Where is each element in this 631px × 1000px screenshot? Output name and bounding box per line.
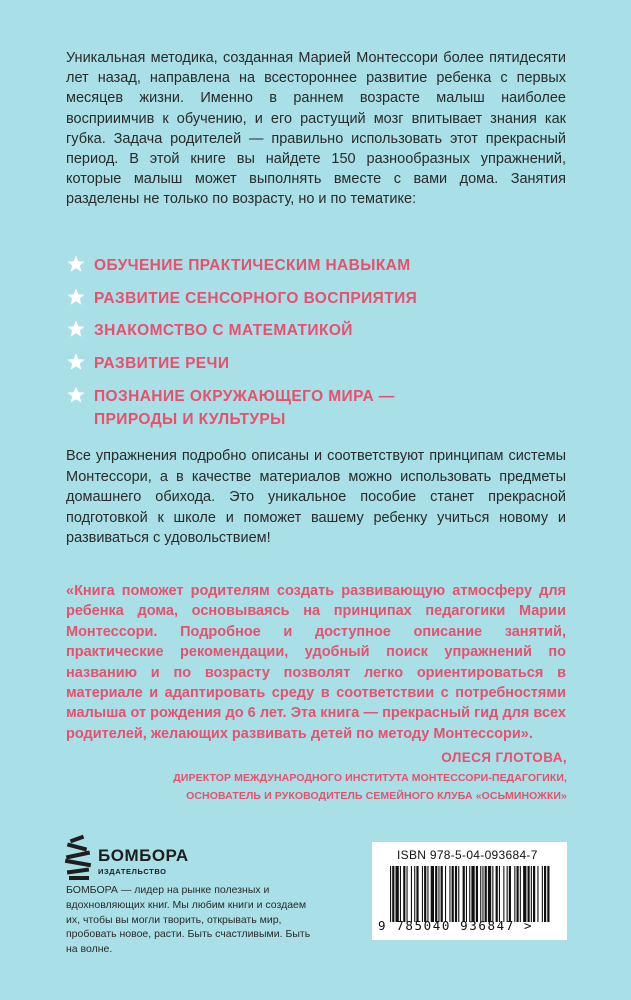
publisher-description: БОМБОРА — лидер на рынке полезных и вдохновляющих книг. Мы любим книги и создаем их, чтобы вы могли творить, открывать мир, пробовать новое, расти. Быть счастливыми. Быть на волне.: [66, 884, 311, 956]
author-name: ОЛЕСЯ ГЛОТОВА,: [441, 750, 567, 765]
star-icon: [66, 254, 86, 274]
feature-item: [66, 352, 454, 375]
feature-label: ЗНАКОМСТВО С МАТЕМАТИКОЙ: [94, 322, 353, 339]
isbn-text: ISBN 978-5-04-093684-7: [397, 848, 538, 862]
star-icon: [66, 352, 86, 372]
barcode-icon: [390, 866, 550, 922]
publisher-logo-name: БОМБОРА: [98, 846, 189, 865]
feature-label: ПОЗНАНИЕ ОКРУЖАЮЩЕГО МИРА — ПРИРОДЫ И КУЛЬТУРЫ: [94, 388, 395, 428]
feature-label: РАЗВИТИЕ СЕНСОРНОГО ВОСПРИЯТИЯ: [94, 290, 418, 307]
feature-item: [66, 319, 454, 342]
feature-label: ОБУЧЕНИЕ ПРАКТИЧЕСКИМ НАВЫКАМ: [94, 257, 411, 274]
author-role-line2: ОСНОВАТЕЛЬ И РУКОВОДИТЕЛЬ СЕМЕЙНОГО КЛУБА «ОСЬМИНОЖКИ»: [186, 790, 567, 802]
star-icon: [66, 385, 86, 405]
barcode-box: [372, 842, 567, 940]
intro-paragraph: Уникальная методика, созданная Марией Монтессори более пятидесяти лет назад, направлена на всестороннее развитие ребенка с первых месяцев жизни. Именно в раннем возрасте малыш наиболее восприимчив к обучению, и его растущий мозг впитывает знания как губка. Задача родителей — правильно использовать этот прекрасный период. В этой книге вы найдете 150 разнообразных упражнений, которые малыш может выполнять вместе с вами дома. Занятия разделены не только по возрасту, но и по тематике:: [66, 50, 566, 208]
quote-paragraph: «Книга поможет родителям создать развивающую атмосферу для ребенка дома, основываясь на принципах педагогики Марии Монтессори. Подробное и доступное описание занятий, практические рекомендации, удобный поиск упражнений по названию и по возрасту позволят легко ориентироваться в материале и адаптировать среду в соответствии с потребностями малыша от рождения до 6 лет. Эта книга — прекрасный гид для всех родителей, желающих развивать детей по методу Монтессори».: [66, 583, 566, 742]
barcode-digits: 9 785040 936847 >: [378, 918, 534, 933]
star-icon: [66, 319, 86, 339]
star-icon: [66, 287, 86, 307]
feature-item: [66, 287, 454, 310]
publisher-logo-sub: ИЗДАТЕЛЬСТВО: [98, 867, 167, 876]
body-paragraph: Все упражнения подробно описаны и соответствуют принципам системы Монтессори, а в качестве материалов можно использовать предметы домашнего обихода. Это уникальное пособие станет прекрасной подготовкой к школе и поможет вашему ребенку учиться новому и развиваться с удовольствием!: [66, 448, 566, 546]
feature-label: РАЗВИТИЕ РЕЧИ: [94, 355, 230, 372]
feature-item: [66, 385, 454, 431]
feature-item: [66, 254, 454, 277]
quote-author: [173, 749, 567, 803]
author-role-line1: ДИРЕКТОР МЕЖДУНАРОДНОГО ИНСТИТУТА МОНТЕССОРИ-ПЕДАГОГИКИ,: [173, 772, 567, 784]
